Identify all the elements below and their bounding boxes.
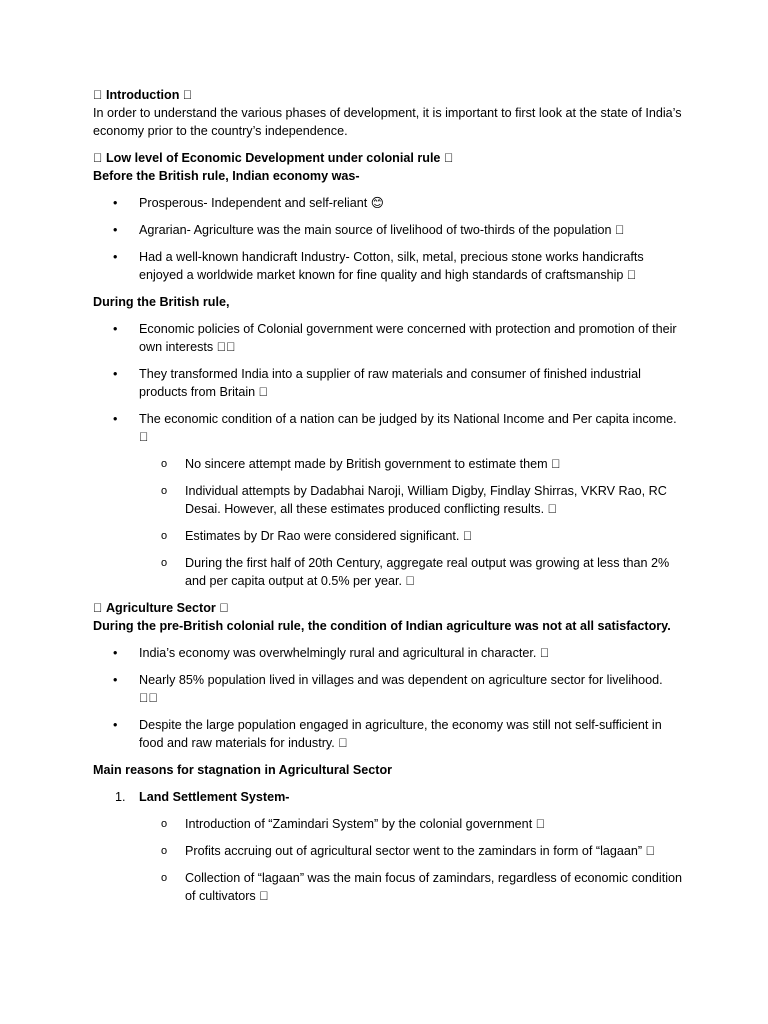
list-item-text: India’s economy was overwhelmingly rural and agricultural in character. — [139, 628, 537, 642]
introduction-text: In order to understand the various phases of development, it is important to first look at the state of India’s economy prior to the country’s independence. — [93, 106, 682, 138]
agriculture-subheading: During the pre-British colonial rule, the condition of Indian agriculture was not at all satisfactory. — [93, 601, 671, 615]
list-item-text: Economic policies of Colonial government were concerned with protection and promotion of their own interests — [139, 322, 677, 354]
sub-list-item-text: Profits accruing out of agricultural sector went to the zamindars in form of “lagaan” — [185, 808, 643, 822]
sub-list-item — [139, 538, 683, 590]
bullet-marker: • — [113, 682, 118, 696]
sub-list-item — [139, 511, 683, 545]
sub-list-item-text: No sincere attempt made by British government to estimate them — [185, 439, 548, 453]
income-sublist — [139, 439, 683, 590]
sub-bullet-marker: o — [161, 809, 168, 821]
list-number: 1. — [115, 754, 126, 768]
sub-list-item — [139, 466, 683, 518]
list-item — [93, 194, 683, 212]
sub-bullet-marker: o — [161, 836, 168, 848]
sub-list-item — [139, 835, 683, 905]
bullet-marker: • — [113, 322, 118, 336]
land-settlement-sublist — [139, 781, 683, 905]
numbered-list-item — [93, 754, 683, 905]
sub-list-item-text: Estimates by Dr Rao were considered significant. — [185, 511, 460, 525]
before-british-list — [93, 194, 683, 284]
sub-list-item-text: Introduction of “Zamindari System” by the colonial government — [185, 781, 533, 795]
list-item — [93, 248, 683, 284]
sub-list-item-text: Collection of “lagaan” was the main focus of zamindars, regardless of economic condition of cultivators — [185, 835, 683, 867]
during-british-list — [93, 320, 683, 590]
sub-list-item — [139, 439, 683, 473]
during-british-heading: During the British rule, — [93, 295, 230, 309]
bullet-marker: • — [113, 412, 118, 426]
list-item — [93, 682, 683, 752]
list-item-text: Nearly 85% population lived in villages and was dependent on agriculture sector for livelihood. — [139, 655, 663, 669]
agriculture-sector-heading: Agriculture Sector — [93, 583, 203, 597]
land-settlement-title: Land Settlement System- — [139, 754, 290, 768]
list-item — [93, 365, 683, 401]
before-british-heading: Before the British rule, Indian economy was- — [93, 169, 360, 183]
low-level-development-heading: Low level of Economic Development under colonial rule — [93, 151, 428, 165]
bullet-marker: • — [113, 367, 118, 381]
list-item-text: Agrarian- Agriculture was the main source of livelihood of two-thirds of the population — [139, 223, 612, 237]
stagnation-heading: Main reasons for stagnation in Agricultural Sector — [93, 727, 393, 741]
list-item-text: The economic condition of a nation can be judged by its National Income and Per capita income. — [139, 412, 677, 426]
list-item — [93, 628, 683, 662]
bullet-marker: • — [113, 250, 118, 264]
bullet-marker: • — [113, 223, 118, 237]
sub-bullet-marker: o — [161, 512, 168, 524]
list-item-text: Had a well-known handicraft Industry- Cotton, silk, metal, precious stone works handicrafts enjoyed a worldwide market known for fine quality and high standards of craftsmanship — [139, 250, 644, 282]
sub-list-item — [139, 781, 683, 833]
agriculture-list — [93, 628, 683, 752]
sub-bullet-marker: o — [161, 467, 168, 479]
sub-list-item — [139, 808, 683, 860]
list-item-text: They transformed India into a supplier of raw materials and consumer of finished industrial products from Britain — [139, 367, 641, 399]
bullet-marker: • — [113, 655, 118, 669]
introduction-heading: Introduction — [93, 88, 167, 102]
document-body — [93, 86, 683, 914]
list-item — [93, 655, 683, 707]
bullet-marker: • — [113, 196, 118, 210]
bullet-marker: • — [113, 628, 118, 642]
list-item — [93, 410, 683, 590]
sub-bullet-marker: o — [161, 539, 168, 551]
list-item — [93, 221, 683, 239]
sub-bullet-marker: o — [161, 782, 168, 794]
list-item-text: Prosperous- Independent and self-reliant 😊 — [139, 196, 384, 210]
sub-bullet-marker: o — [161, 440, 168, 452]
sub-list-item-text: Individual attempts by Dadabhai Naroji, William Digby, Findlay Shirras, VKRV Rao, RC Desai. However, all these estimates produced conflicting results. — [185, 466, 667, 498]
list-item-text: Despite the large population engaged in agriculture, the economy was still not self-sufficient in food and raw materials for industry. — [139, 682, 662, 714]
sub-list-item-text: During the first half of 20th Century, aggregate real output was growing at less than 2% and per capita output at 0.5% per year. — [185, 538, 670, 570]
stagnation-reasons-list — [93, 754, 683, 905]
list-item — [93, 320, 683, 356]
